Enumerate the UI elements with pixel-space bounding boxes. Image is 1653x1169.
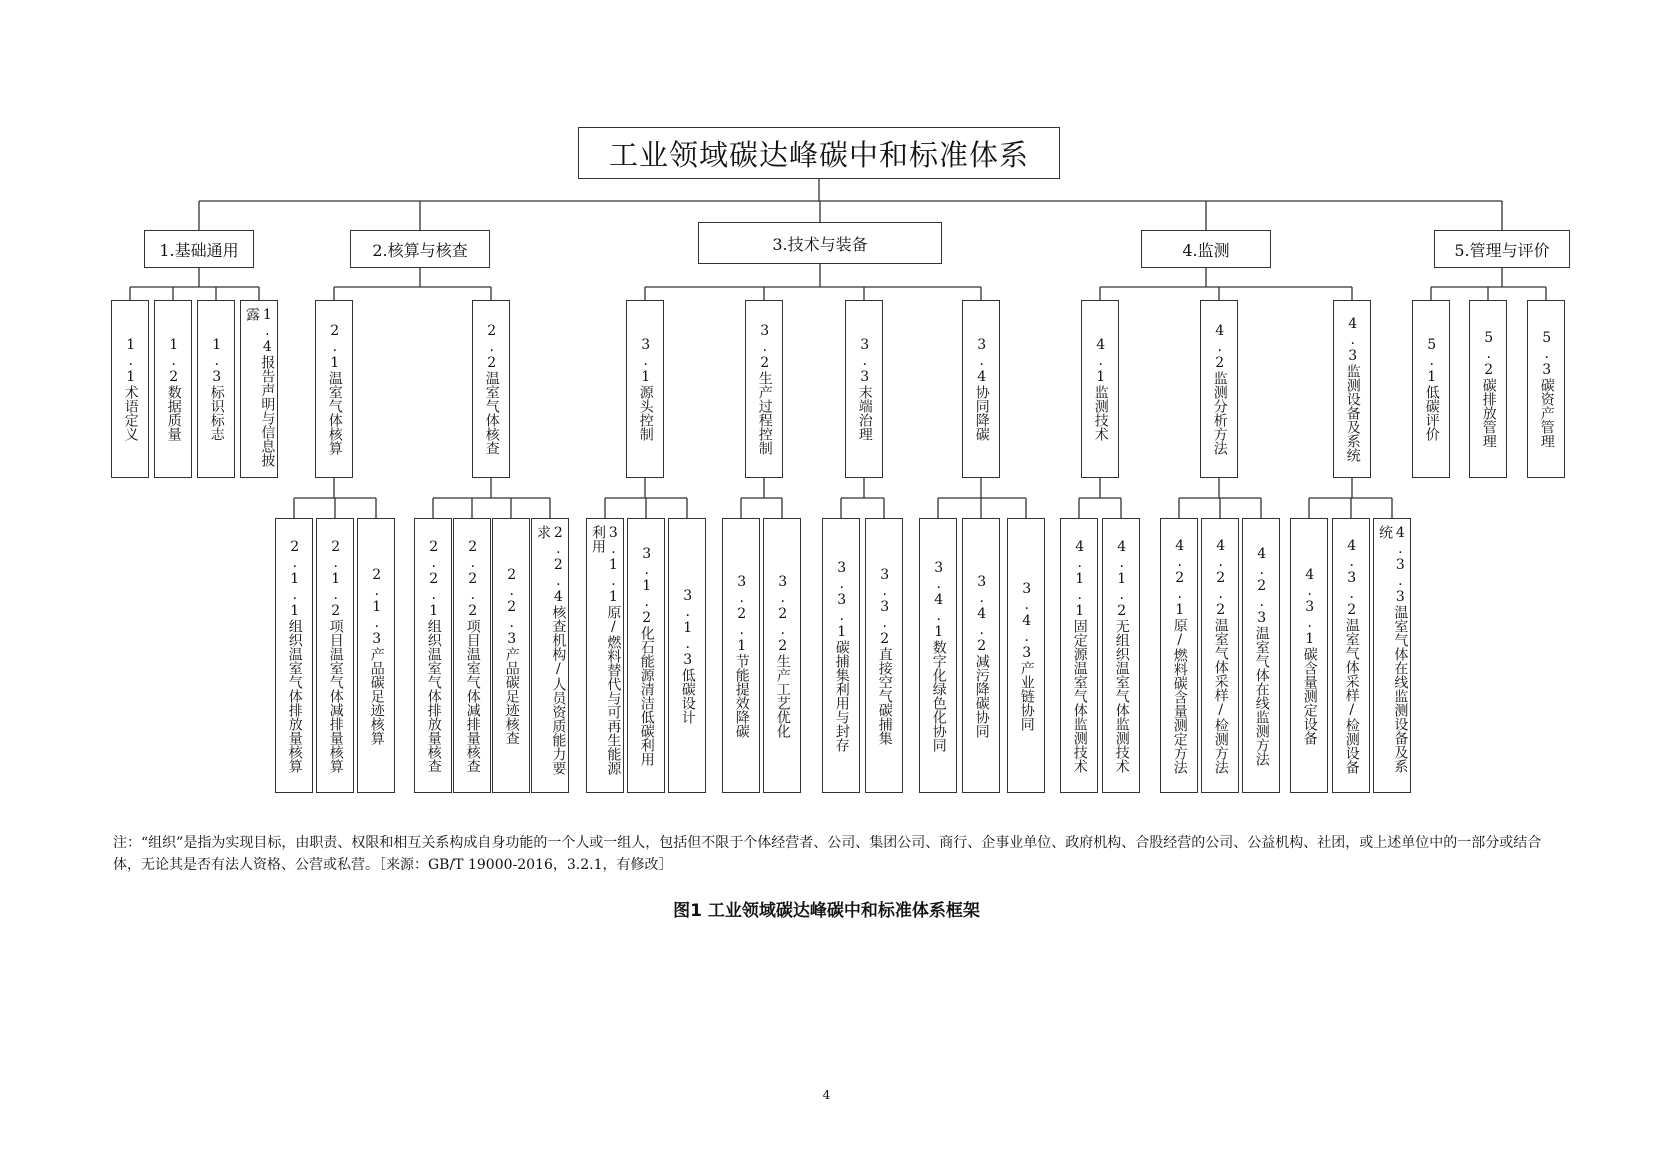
leaf-3-4-1: 3.4.1数字化绿色化协同 <box>919 518 957 793</box>
leaf-4-3-1: 4.3.1碳含量测定设备 <box>1290 518 1328 793</box>
figure-caption: 图1 工业领域碳达峰碳中和标准体系框架 <box>673 901 980 921</box>
leaf-2-2-2: 2.2.2项目温室气体减排量核查 <box>453 518 491 793</box>
subcategory-3-3: 3.3末端治理 <box>845 300 883 478</box>
leaf-2-2-1: 2.2.1组织温室气体排放量核查 <box>414 518 452 793</box>
leaf-2-2-3: 2.2.3产品碳足迹核查 <box>492 518 530 793</box>
category-1: 1.基础通用 <box>144 230 254 268</box>
leaf-2-2-4: 2.2.4核查机构/人员资质能力要求 <box>531 518 569 793</box>
subcategory-5-2: 5.2碳排放管理 <box>1469 300 1507 478</box>
leaf-3-3-1: 3.3.1碳捕集利用与封存 <box>822 518 860 793</box>
category-2: 2.核算与核查 <box>350 230 490 268</box>
subcategory-3-1: 3.1源头控制 <box>626 300 664 478</box>
leaf-3-1-3: 3.1.3低碳设计 <box>668 518 706 793</box>
leaf-4-1-2: 4.1.2无组织温室气体监测技术 <box>1102 518 1140 793</box>
leaf-3-3-2: 3.3.2直接空气碳捕集 <box>865 518 903 793</box>
leaf-4-2-1: 4.2.1原/燃料碳含量测定方法 <box>1160 518 1198 793</box>
leaf-4-1-1: 4.1.1固定源温室气体监测技术 <box>1060 518 1098 793</box>
subcategory-3-2: 3.2生产过程控制 <box>745 300 783 478</box>
category-3: 3.技术与装备 <box>698 222 942 264</box>
leaf-2-1-1: 2.1.1组织温室气体排放量核算 <box>275 518 313 793</box>
subcategory-5-1: 5.1低碳评价 <box>1412 300 1450 478</box>
leaf-4-3-2: 4.3.2温室气体采样/检测设备 <box>1332 518 1370 793</box>
subcategory-1-1: 1.1术语定义 <box>111 300 149 478</box>
root-node: 工业领域碳达峰碳中和标准体系 <box>578 127 1060 179</box>
page-number: 4 <box>822 1088 831 1102</box>
leaf-3-4-2: 3.4.2减污降碳协同 <box>962 518 1000 793</box>
leaf-3-4-3: 3.4.3产业链协同 <box>1007 518 1045 793</box>
subcategory-1-4: 1.4报告声明与信息披露 <box>240 300 278 478</box>
leaf-3-2-1: 3.2.1节能提效降碳 <box>722 518 760 793</box>
leaf-4-2-2: 4.2.2温室气体采样/检测方法 <box>1201 518 1239 793</box>
leaf-4-3-3: 4.3.3温室气体在线监测设备及系统 <box>1373 518 1411 793</box>
subcategory-3-4: 3.4协同降碳 <box>962 300 1000 478</box>
subcategory-1-3: 1.3标识标志 <box>197 300 235 478</box>
leaf-4-2-3: 4.2.3温室气体在线监测方法 <box>1242 518 1280 793</box>
category-5: 5.管理与评价 <box>1434 230 1570 268</box>
footnote: 注：“组织”是指为实现目标，由职责、权限和相互关系构成自身功能的一个人或一组人，包括但不限于个体经营者、公司、集团公司、商行、企事业单位、政府机构、合股经营的公司、公益机构、社团，或上述单位中的一部分或结合体，无论其是否有法人资格、公营或私营。［来源：GB/T 19000-2016，3.2.1，有修改］ <box>113 835 1542 873</box>
leaf-3-2-2: 3.2.2生产工艺优化 <box>763 518 801 793</box>
leaf-2-1-3: 2.1.3产品碳足迹核算 <box>357 518 395 793</box>
subcategory-2-1: 2.1温室气体核算 <box>315 300 353 478</box>
subcategory-2-2: 2.2温室气体核查 <box>472 300 510 478</box>
subcategory-1-2: 1.2数据质量 <box>154 300 192 478</box>
category-4: 4.监测 <box>1141 230 1271 268</box>
subcategory-4-1: 4.1监测技术 <box>1081 300 1119 478</box>
subcategory-5-3: 5.3碳资产管理 <box>1527 300 1565 478</box>
leaf-3-1-1: 3.1.1原/燃料替代与可再生能源利用 <box>586 518 624 793</box>
subcategory-4-3: 4.3监测设备及系统 <box>1333 300 1371 478</box>
leaf-3-1-2: 3.1.2化石能源清洁低碳利用 <box>627 518 665 793</box>
leaf-2-1-2: 2.1.2项目温室气体减排量核算 <box>316 518 354 793</box>
subcategory-4-2: 4.2监测分析方法 <box>1200 300 1238 478</box>
